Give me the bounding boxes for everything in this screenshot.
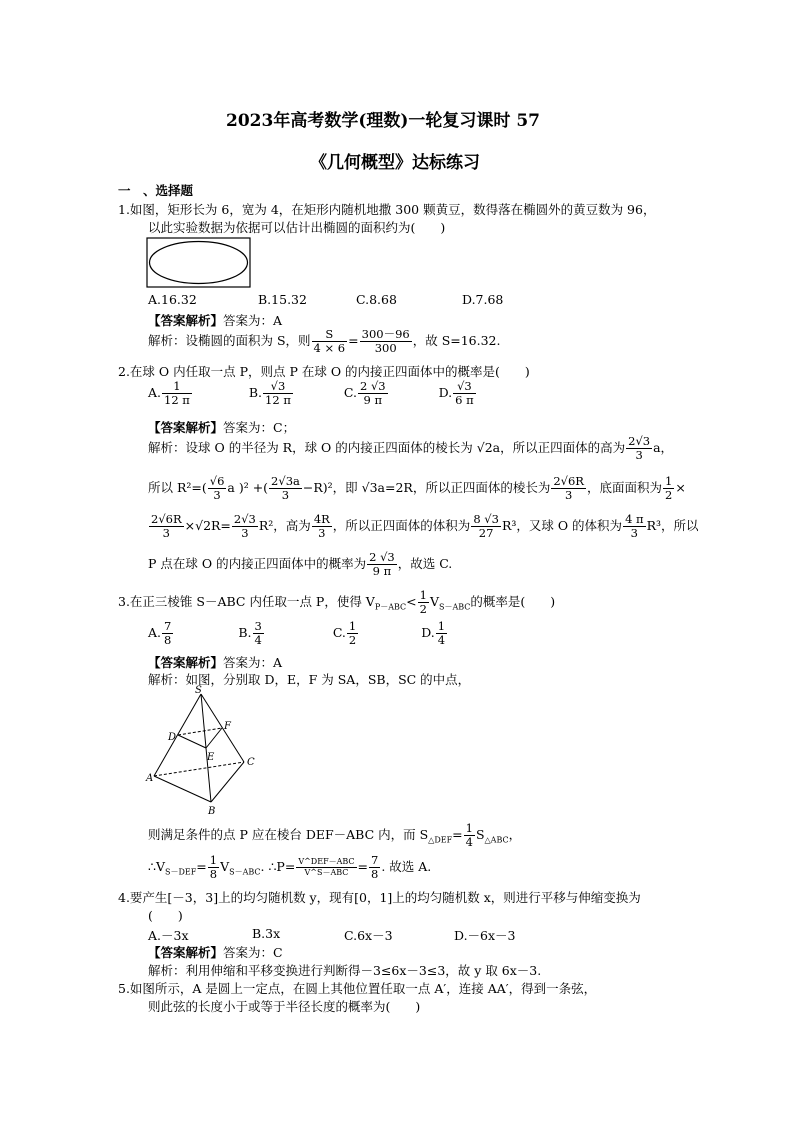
q3-solution-line1: 解析：如图，分别取 D，E，F 为 SA，SB，SC 的中点， bbox=[148, 672, 471, 687]
q3-solution-line3: $\therefore V_{S-DEF}=$ $\frac{1}{8}$ $V_{S-ABC}$. ∴P= $\frac{\text{V\textasciicircum{}DEF－ABC}}{\text{V\textasciicircum{}S－ABC}}$ = $\frac{7}{8}$ . 故选 A. bbox=[148, 853, 432, 881]
q2-solution-line4: P 点在球 O 的内接正四面体中的概率为 $\frac{2 √3}{9 \pi}$ ，故选 C. bbox=[148, 550, 453, 578]
q4-text-line2: ( ) bbox=[148, 908, 183, 923]
q4-answer: 【答案解析】答案为：C bbox=[148, 945, 283, 960]
label-e: E bbox=[207, 752, 215, 763]
q1-answer: 【答案解析】答案为：A bbox=[148, 313, 283, 328]
q4-option-a: A.－3x bbox=[148, 928, 189, 943]
q1-option-d: D.7.68 bbox=[462, 292, 504, 307]
q1-solution: 解析：设椭圆的面积为 S，则 $\frac{S}{4 \times 6}$ = $\frac{300-96}{300}$ ，故 S=16.32. bbox=[148, 327, 501, 355]
q4-solution: 解析：利用伸缩和平移变换进行判断得－3≤6x－3≤3，故 y 取 6x－3. bbox=[148, 963, 542, 978]
q3-options: A. $\frac{7}{8}$ B. $\frac{3}{4}$ C. $\frac{1}{2}$ D. $\frac{1}{4}$ bbox=[148, 619, 446, 647]
q2-solution-line1: 解析：设球 O 的半径为 R，球 O 的内接正四面体的棱长为 √2a，所以正四面体的高为 $\frac{2√3}{3}$ a， bbox=[148, 434, 674, 462]
q4-option-d: D.－6x－3 bbox=[454, 928, 516, 943]
q1-option-b: B.15.32 bbox=[258, 292, 307, 307]
page-title: 2023年高考数学(理数)一轮复习课时 57 bbox=[226, 111, 540, 131]
q3-pyramid-figure bbox=[144, 684, 262, 816]
q1-rectangle-ellipse-figure bbox=[146, 237, 252, 289]
section-heading: 一 、选择题 bbox=[118, 183, 194, 198]
q1-text-line2: 以此实验数据为依据可以估计出椭圆的面积约为( ) bbox=[148, 220, 446, 235]
q5-text-line1: 5.如图所示，A 是圆上一定点，在圆上其他位置任取一点 A′，连接 AA′，得到一条弦， bbox=[118, 981, 597, 996]
label-f: F bbox=[224, 721, 231, 732]
q1-option-a: A.16.32 bbox=[148, 292, 197, 307]
page-subtitle: 《几何概型》达标练习 bbox=[310, 153, 480, 173]
q2-answer: 【答案解析】答案为：C； bbox=[148, 420, 296, 435]
label-d: D bbox=[168, 732, 177, 743]
label-c: C bbox=[247, 757, 255, 768]
q3-solution-line2: 则满足条件的点 P 应在棱台 DEF－ABC 内，而 $S_{\triangle DEF}=$ $\frac{1}{4}$ $S_{\triangle ABC}$， bbox=[148, 821, 522, 849]
q2-options: A. $\frac{1}{12 \pi}$ B. $\frac{√3}{12 \pi}$ C. $\frac{2 √3}{9 \pi}$ D. $\frac{√3}{6 \pi}$ bbox=[148, 379, 474, 407]
q4-text-line1: 4.要产生[－3，3]上的均匀随机数 y，现有[0，1]上的均匀随机数 x，则进行平移与伸缩变换为 bbox=[118, 890, 641, 905]
q2-text-line1: 2.在球 O 内任取一点 P，则点 P 在球 O 的内接正四面体中的概率是( ) bbox=[118, 364, 530, 379]
q1-option-c: C.8.68 bbox=[356, 292, 397, 307]
label-a: A bbox=[146, 773, 154, 784]
q4-option-b: B.3x bbox=[252, 926, 281, 941]
q5-text-line2: 则此弦的长度小于或等于半径长度的概率为( ) bbox=[148, 999, 421, 1014]
q2-solution-line2: 所以 R²=( $\frac{√6}{3}$ a )² +( $\frac{2√3a}{3}$ −R)²，即 √3a=2R，所以正四面体的棱长为 $\frac{2√6R}{3}$ ，底面面积为 $\frac{1}{2}$ × bbox=[148, 474, 686, 502]
q3-answer: 【答案解析】答案为：A bbox=[148, 655, 283, 670]
label-b: B bbox=[208, 806, 216, 816]
q2-solution-line3: $\frac{2√6R}{3}$ ×√2R= $\frac{2√3}{3}$ R²，高为 $\frac{4R}{3}$ ，所以正四面体的体积为 $\frac{8 √3}{27}$ R³，又球 O 的体积为 $\frac{4 \pi}{3}$ R³，所以 bbox=[151, 512, 699, 540]
q4-option-c: C.6x－3 bbox=[344, 928, 393, 943]
q1-text-line1: 1.如图，矩形长为 6，宽为 4，在矩形内随机地撒 300 颗黄豆，数得落在椭圆外的黄豆数为 96， bbox=[118, 202, 656, 217]
q3-text-line1: 3.在正三棱锥 S－ABC 内任取一点 P，使得 $V_{P-ABC}<$ $\frac{1}{2}$ $V_{S-ABC}$的概率是( ) bbox=[118, 588, 556, 616]
label-s: S bbox=[195, 685, 202, 696]
